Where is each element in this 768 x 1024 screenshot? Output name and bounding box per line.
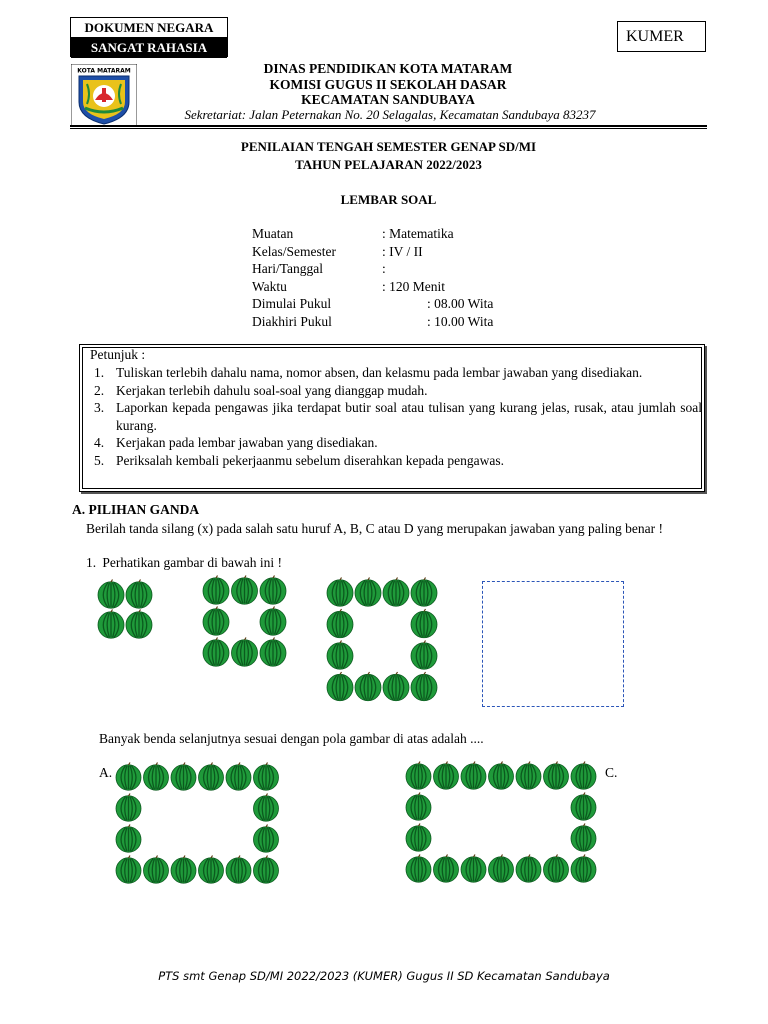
watermelon-icon (571, 793, 596, 821)
watermelon-icon (226, 856, 251, 884)
watermelon-icon (327, 672, 353, 701)
header-agency: DINAS PENDIDIKAN KOTA MATARAM (263, 61, 513, 76)
exam-title: PENILAIAN TENGAH SEMESTER GENAP SD/MI (240, 139, 537, 154)
watermelon-icon (116, 763, 141, 791)
question-1-number: 1. (86, 555, 97, 570)
watermelon-icon (260, 576, 286, 605)
instructions-title: Petunjuk : (90, 347, 146, 362)
watermelon-icon (199, 763, 224, 791)
mataram-city-emblem-icon (71, 64, 137, 126)
missing-pattern-placeholder (482, 581, 624, 707)
instruction-number: 2. (94, 382, 105, 398)
watermelon-icon (232, 638, 258, 667)
info-key: Waktu (252, 278, 287, 294)
watermelon-icon (411, 578, 437, 607)
watermelon-icon (434, 855, 459, 883)
watermelon-icon (516, 762, 541, 790)
watermelon-icon (116, 825, 141, 853)
instruction-text: Periksalah kembali pekerjaanmu sebelum diserahkan kepada pengawas. (116, 452, 504, 468)
watermelon-icon (260, 638, 286, 667)
instruction-number: 3. (94, 400, 105, 415)
watermelon-icon (226, 763, 251, 791)
sheet-title: LEMBAR SOAL (340, 192, 437, 207)
instruction-number: 1. (94, 365, 105, 380)
watermelon-icon (254, 856, 279, 884)
info-key: Muatan (252, 226, 294, 241)
info-key: Dimulai Pukul (252, 296, 332, 311)
pattern-figure-3 (326, 578, 440, 704)
section-a-title: A. PILIHAN GANDA (72, 502, 200, 517)
instruction-item (90, 364, 702, 382)
info-key: Hari/Tanggal (252, 261, 324, 276)
watermelon-icon (327, 578, 353, 607)
watermelon-icon (260, 607, 286, 636)
instructions-list (90, 364, 702, 469)
watermelon-icon (171, 856, 196, 884)
header-secretariat-address: Sekretariat: Jalan Peternakan No. 20 Selagalas, Kecamatan Sandubaya 83237 (184, 107, 596, 122)
header-commission: KOMISI GUGUS II SEKOLAH DASAR (269, 77, 507, 92)
info-key: Diakhiri Pukul (252, 313, 332, 329)
watermelon-icon (116, 856, 141, 884)
header-divider (70, 125, 707, 127)
watermelon-icon (411, 641, 437, 670)
watermelon-icon (203, 576, 229, 605)
pattern-figure-1 (97, 580, 155, 640)
info-value: : 120 Menit (382, 278, 445, 294)
question-1-heading (86, 555, 282, 571)
watermelon-icon (126, 610, 152, 639)
stamp-line-sangat-rahasia: SANGAT RAHASIA (71, 38, 227, 58)
watermelon-icon (98, 580, 124, 609)
watermelon-icon (411, 672, 437, 701)
info-value: : 10.00 Wita (427, 313, 494, 329)
watermelon-icon (171, 763, 196, 791)
watermelon-icon (144, 763, 169, 791)
instruction-item (90, 452, 702, 470)
option-a-label[interactable]: A. (99, 765, 113, 780)
section-a-intro: Berilah tanda silang (x) pada salah satu huruf A, B, C atau D yang merupakan jawaban yang paling benar ! (86, 521, 663, 536)
instructions-box (79, 344, 705, 492)
watermelon-icon (203, 607, 229, 636)
watermelon-icon (489, 855, 514, 883)
watermelon-icon (232, 576, 258, 605)
option-c-figure[interactable] (405, 762, 599, 888)
info-value: : Matematika (382, 226, 454, 241)
watermelon-icon (116, 794, 141, 822)
watermelon-icon (571, 824, 596, 852)
watermelon-icon (383, 672, 409, 701)
watermelon-icon (434, 762, 459, 790)
watermelon-icon (544, 762, 569, 790)
info-key: Kelas/Semester (252, 243, 336, 259)
watermelon-icon (571, 762, 596, 790)
watermelon-icon (571, 855, 596, 883)
instruction-item (90, 399, 702, 434)
classification-stamp (70, 17, 228, 57)
watermelon-icon (516, 855, 541, 883)
watermelon-icon (461, 855, 486, 883)
option-a-figure[interactable] (115, 763, 279, 889)
watermelon-icon (406, 855, 431, 883)
watermelon-icon (406, 762, 431, 790)
instruction-text: Kerjakan pada lembar jawaban yang disediakan. (116, 435, 378, 450)
instruction-text: Tuliskan terlebih dahalu nama, nomor absen, dan kelasmu pada lembar jawaban yang disediakan. (116, 365, 643, 380)
watermelon-icon (461, 762, 486, 790)
watermelon-icon (355, 672, 381, 701)
watermelon-icon (254, 825, 279, 853)
instruction-number: 4. (94, 435, 105, 450)
instruction-item (90, 382, 702, 400)
logo-text: KOTA MATARAM (77, 67, 131, 75)
watermelon-icon (199, 856, 224, 884)
header-divider-thin (70, 128, 707, 129)
info-value: : IV / II (382, 243, 423, 259)
watermelon-icon (411, 609, 437, 638)
exam-code-box: KUMER (617, 21, 706, 52)
watermelon-icon (254, 763, 279, 791)
watermelon-icon (327, 641, 353, 670)
watermelon-icon (383, 578, 409, 607)
instruction-item (90, 434, 702, 452)
stamp-line-dokumen-negara: DOKUMEN NEGARA (71, 18, 227, 38)
instruction-text: Kerjakan terlebih dahulu soal-soal yang dianggap mudah. (116, 382, 428, 398)
watermelon-icon (406, 824, 431, 852)
watermelon-icon (203, 638, 229, 667)
watermelon-icon (126, 580, 152, 609)
instruction-number: 5. (94, 452, 105, 468)
watermelon-icon (406, 793, 431, 821)
watermelon-icon (355, 578, 381, 607)
exam-year: TAHUN PELAJARAN 2022/2023 (295, 157, 482, 172)
instruction-text: Laporkan kepada pengawas jika terdapat butir soal atau tulisan yang kurang jelas, rusak, atau jumlah soal kurang. (116, 400, 702, 433)
header-district: KECAMATAN SANDUBAYA (301, 92, 475, 107)
watermelon-icon (489, 762, 514, 790)
info-value: : 08.00 Wita (427, 296, 494, 311)
watermelon-icon (544, 855, 569, 883)
page-footer: PTS smt Genap SD/MI 2022/2023 (KUMER) Gugus II SD Kecamatan Sandubaya (158, 969, 610, 983)
pattern-figure-2 (202, 576, 290, 670)
question-1-prompt: Banyak benda selanjutnya sesuai dengan pola gambar di atas adalah .... (99, 731, 484, 746)
info-value: : (382, 261, 386, 276)
watermelon-icon (144, 856, 169, 884)
question-1-text: Perhatikan gambar di bawah ini ! (102, 555, 282, 570)
watermelon-icon (327, 609, 353, 638)
watermelon-icon (98, 610, 124, 639)
watermelon-icon (254, 794, 279, 822)
option-c-label[interactable]: C. (605, 765, 618, 780)
